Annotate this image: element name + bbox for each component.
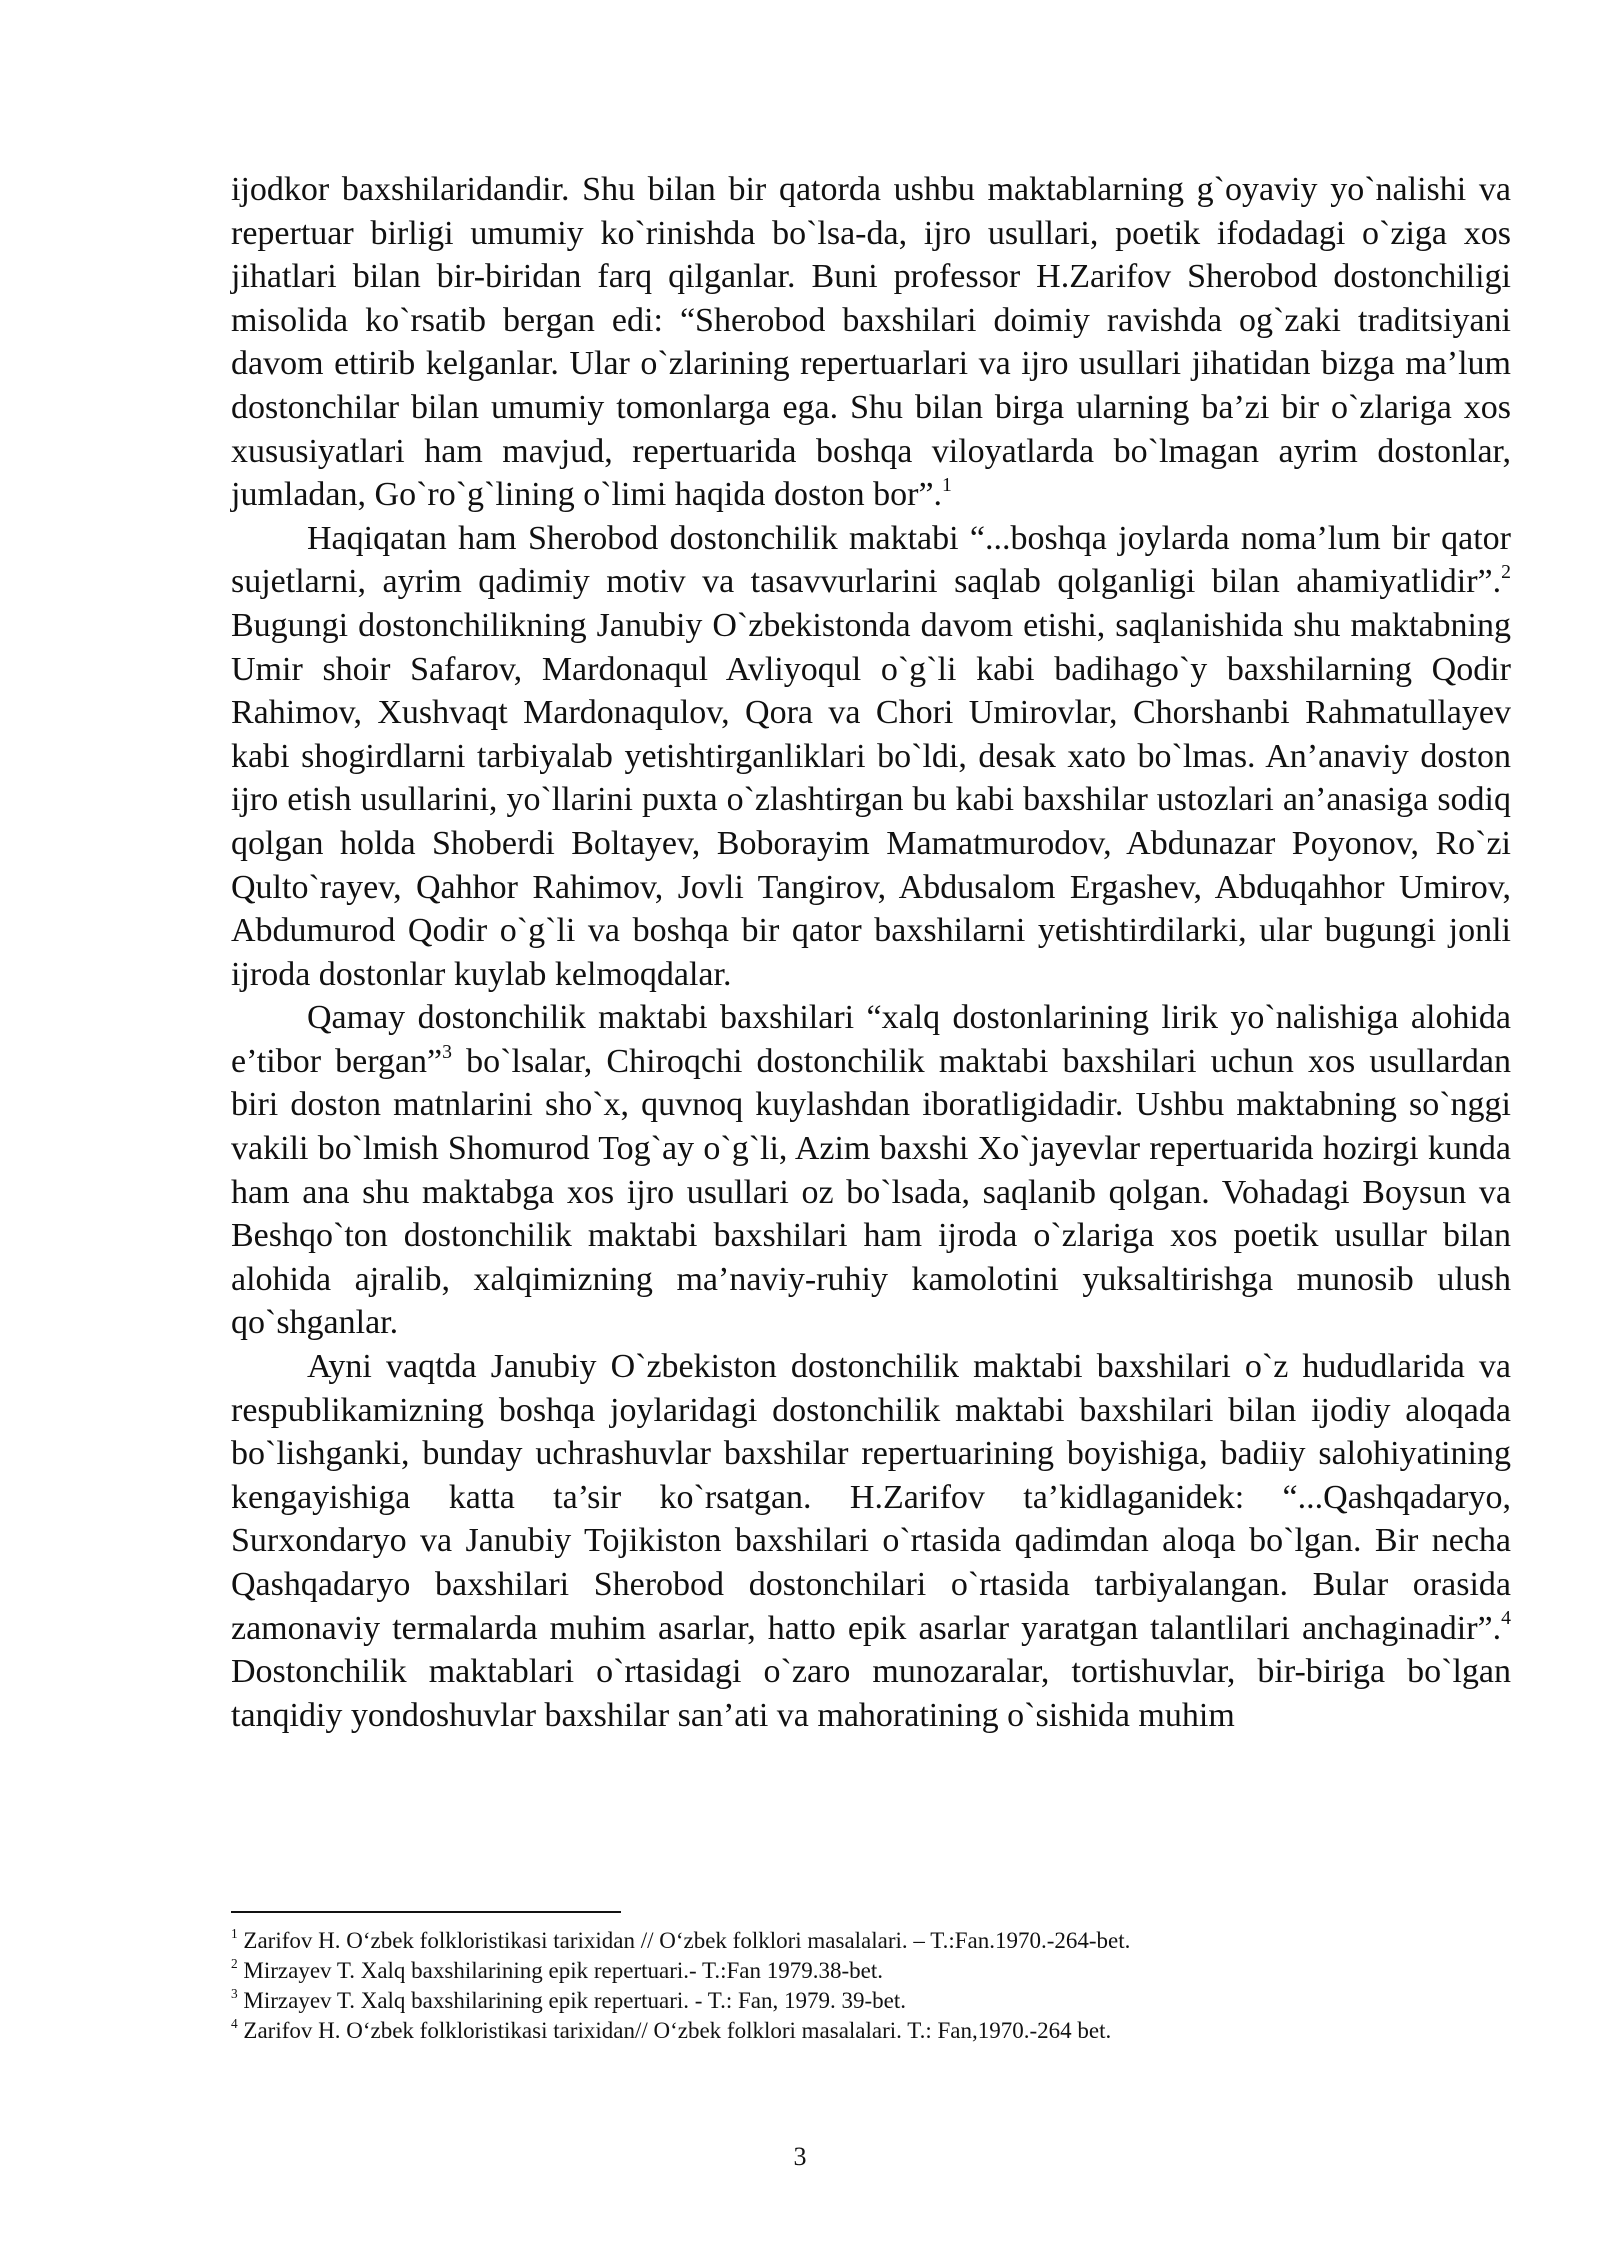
paragraph-text: Ayni vaqtda Janubiy O`zbekiston dostonchilik maktabi baxshilari o`z hududlarida va respublikamizning boshqa joylaridagi dostonchilik maktabi baxshilari bilan ijodiy aloqada bo`lishganki, bunday uchrashuvlar baxshilar repertuarining boyishiga, badiiy salohiyatining kengayishiga katta ta’sir ko`rsatgan. H.Zarifov ta’kidlaganidek: “...Qashqadaryo, Surxondaryo va Janubiy Tojikiston baxshilari o`rtasida qadimdan aloqa bo`lgan. Bir necha Qashqadaryo baxshilari Sherobod dostonchilari o`rtasida tarbiyalangan. Bular orasida zamonaviy termalarda muhim asarlar, hatto epik asarlar yaratgan talantlilari anchaginadir”. bbox=[231, 1348, 1511, 1647]
footnote-number: 4 bbox=[231, 2016, 238, 2032]
paragraph-text: Qamay dostonchilik maktabi baxshilari “xalq dostonlarining lirik yo`nalishiga alohida e’tibor bergan” bbox=[231, 999, 1511, 1080]
body-text bbox=[231, 168, 1511, 1737]
footnote-4 bbox=[231, 2016, 1511, 2046]
paragraph-3 bbox=[231, 996, 1511, 1345]
footnote-ref-3[interactable]: 3 bbox=[442, 1040, 453, 1063]
paragraph-text: Haqiqatan ham Sherobod dostonchilik maktabi “...boshqa joylarda noma’lum bir qator sujetlarni, ayrim qadimiy motiv va tasavvurlarini saqlab qolganligi bilan ahamiyatlidir”. bbox=[231, 519, 1511, 601]
paragraph-4 bbox=[231, 1345, 1511, 1737]
paragraph-text: bo`lsalar, Chiroqchi dostonchilik maktabi baxshilari uchun xos usullardan biri doston matnlarini sho`x, quvnoq kuylashdan iboratligidadir. Ushbu maktabning so`nggi vakili bo`lmish Shomurod Tog`ay o`g`li, Azim baxshi Xo`jayevlar repertuarida hozirgi kunda ham ana shu maktabga xos ijro usullari oz bo`lsada, saqlanib qolgan. Vohadagi Boysun va Beshqo`ton dostonchilik maktabi baxshilari ham ijroda o`zlariga xos poetik usullar bilan alohida ajralib, xalqimizning ma’naviy-ruhiy kamolotini yuksaltirishga munosib ulush qo`shganlar. bbox=[231, 1042, 1511, 1342]
footnote-ref-2[interactable]: 2 bbox=[1501, 561, 1511, 584]
paragraph-1 bbox=[231, 168, 1511, 517]
footnote-number: 3 bbox=[231, 1986, 238, 2002]
paragraph-text: ijodkor baxshilaridandir. Shu bilan bir qatorda ushbu maktablarning g`oyaviy yo`nalishi va repertuar birligi umumiy ko`rinishda bo`lsa-da, ijro usullari, poetik ifodadagi o`ziga xos jihatlari bilan bir-biridan farq qilganlar. Buni professor H.Zarifov Sherobod dostonchiligi misolida ko`rsatib bergan edi: “Sherobod baxshilari doimiy ravishda og`zaki traditsiyani davom ettirib kelganlar. Ular o`zlarining repertuarlari va ijro usullari jihatidan bizga ma’lum dostonchilar bilan umumiy tomonlarga ega. Shu bilan birga ularning ba’zi bir o`zlariga xos xususiyatlari ham mavjud, repertuarida boshqa viloyatlarda bo`lmagan ayrim dostonlar, jumladan, Go`ro`g`lining o`limi haqida doston bor”. bbox=[231, 171, 1511, 514]
footnote-text: Mirzayev T. Xalq baxshilarining epik repertuari.- T.:Fan 1979.38-bet. bbox=[243, 1958, 883, 1983]
footnotes bbox=[231, 1926, 1511, 2046]
footnote-text: Zarifov H. O‘zbek folkloristikasi tarixidan// O‘zbek folklori masalalari. T.: Fan,1970.-264 bet. bbox=[243, 2018, 1112, 2043]
footnote-ref-4[interactable]: 4 bbox=[1501, 1607, 1511, 1630]
footnote-text: Mirzayev T. Xalq baxshilarining epik repertuari. - T.: Fan, 1979. 39-bet. bbox=[243, 1988, 906, 2013]
footnote-text: Zarifov H. O‘zbek folkloristikasi tarixidan // O‘zbek folklori masalalari. – T.:Fan.1970.-264-bet. bbox=[243, 1928, 1131, 1953]
footnote-2 bbox=[231, 1956, 1511, 1986]
paragraph-2 bbox=[231, 517, 1511, 997]
footnote-1 bbox=[231, 1926, 1511, 1956]
footnote-number: 2 bbox=[231, 1956, 238, 1972]
paragraph-text: Dostonchilik maktablari o`rtasidagi o`zaro munozaralar, tortishuvlar, bir-biriga bo`lgan tanqidiy yondoshuvlar baxshilar san’ati va mahoratining o`sishida muhim bbox=[231, 1653, 1511, 1734]
footnote-number: 1 bbox=[231, 1926, 238, 1942]
page-number: 3 bbox=[793, 2142, 807, 2171]
footnote-ref-1[interactable]: 1 bbox=[942, 473, 952, 496]
paragraph-text: Bugungi dostonchilikning Janubiy O`zbekistonda davom etishi, saqlanishida shu maktabning Umir shoir Safarov, Mardonaqul Avliyoqul o`g`li kabi badihago`y baxshilarning Qodir Rahimov, Xushvaqt Mardonaqulov, Qora va Chori Umirovlar, Chorshanbi Rahmatullayev kabi shogirdlarni tarbiyalab yetishtirganliklari bo`ldi, desak xato bo`lmas. An’anaviy doston ijro etish usullarini, yo`llarini puxta o`zlashtirgan bu kabi baxshilar ustozlari an’anasiga sodiq qolgan holda Shoberdi Boltayev, Boborayim Mamatmurodov, Abdunazar Poyonov, Ro`zi Qulto`rayev, Qahhor Rahimov, Jovli Tangirov, Abdusalom Ergashev, Abduqahhor Umirov, Abdumurod Qodir o`g`li va boshqa bir qator baxshilarni yetishtirdilarki, ular bugungi jonli ijroda dostonlar kuylab kelmoqdalar. bbox=[231, 606, 1511, 993]
footnote-separator bbox=[231, 1911, 621, 1913]
footnote-3 bbox=[231, 1986, 1511, 2016]
